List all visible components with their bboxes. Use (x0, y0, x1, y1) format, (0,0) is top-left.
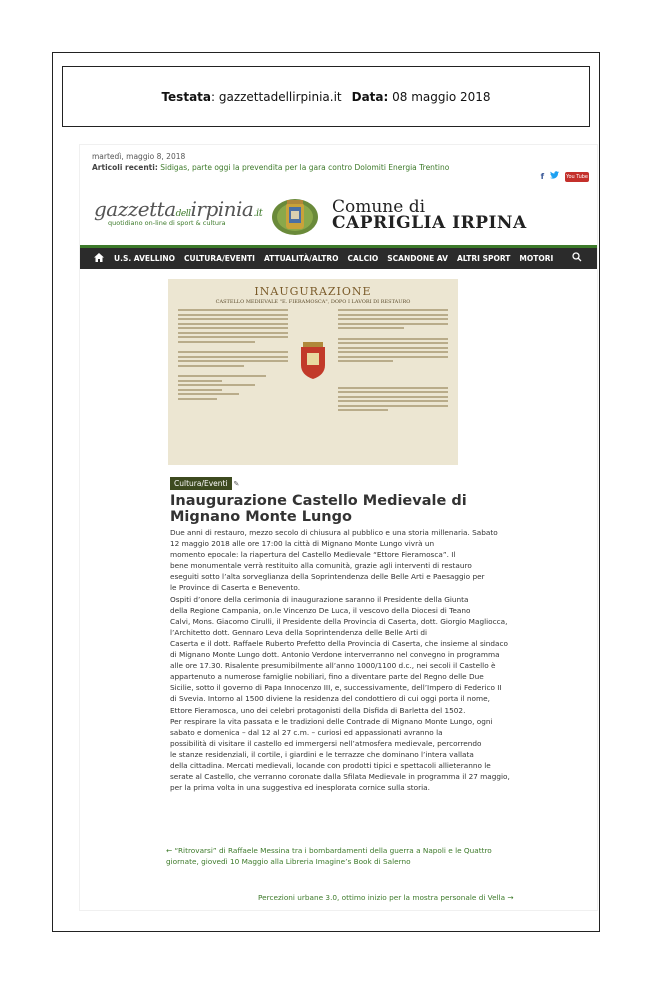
nav-item-us-avellino[interactable]: U.S. AVELLINO (114, 254, 176, 263)
body-line: Sicilie, sotto il governo di Papa Innocenzo III, e, successivamente, dell’Impero di Federico II (170, 683, 502, 693)
body-line: possibilità di visitare il castello ed immergersi nell’atmosfera medievale, percorrendo (170, 738, 482, 748)
header-box (62, 66, 590, 127)
body-line: l’Architetto dott. Gennaro Leva della Soprintendenza delle Belle Arti di (170, 627, 428, 637)
logo-word-4: .it (253, 208, 263, 219)
nav-item-motori[interactable]: MOTORI (519, 254, 554, 263)
article-clipping (80, 145, 597, 910)
body-line: Caserta e il dott. Raffaele Ruberto Prefetto della Provincia di Caserta, che insieme al sindaco (170, 638, 508, 648)
crest-icon (270, 195, 320, 237)
main-nav (80, 245, 597, 269)
site-logo[interactable] (94, 197, 264, 237)
logo-tagline: quotidiano on-line di sport & cultura (108, 219, 226, 227)
body-line: della cittadina. Mercati medievali, locande con prodotti tipici e spettacoli allieteranno le (170, 760, 491, 770)
twitter-icon[interactable] (550, 171, 559, 182)
banner-line-1: Comune di (332, 197, 426, 217)
sponsor-banner[interactable] (270, 193, 580, 239)
body-line: 12 maggio 2018 alle ore 17:00 la città di Mignano Monte Lungo vivrà un (170, 539, 435, 549)
body-line: Ettore Fieramosca, uno dei celebri protagonisti della Disfida di Barletta del 1502. (170, 705, 466, 715)
body-line: bene monumentale verrà restituito alla comunità, grazie agli interventi di restauro (170, 561, 472, 571)
logo-word-2: dell (175, 209, 191, 219)
body-line: le Province di Caserta e Benevento. (170, 583, 301, 593)
top-bar (92, 151, 449, 173)
data-label: Data: (351, 89, 389, 104)
body-line: appartenuto a numerose famiglie nobiliari, fino a diventare parte del Regno delle Due (170, 672, 484, 682)
nav-item-calcio[interactable]: CALCIO (347, 254, 379, 263)
hero-title: INAUGURAZIONE (254, 285, 372, 298)
body-line: Per respirare la vita passata e le tradizioni delle Contrade di Mignano Monte Lungo, ogni (170, 716, 493, 726)
nav-item-scandone-av[interactable]: SCANDONE AV (387, 254, 448, 263)
recent-label: Articoli recenti: (92, 163, 158, 172)
body-line: Ospiti d’onore della cerimonia di inaugurazione saranno il Presidente della Giunta (170, 594, 469, 604)
logo-word-3: irpinia (190, 197, 254, 221)
edit-icon[interactable]: ✎ (233, 480, 240, 488)
nav-item-altri-sport[interactable]: ALTRI SPORT (456, 254, 511, 263)
body-line: sabato e domenica – dal 12 al 27 c.m. – curiosi ed appassionati avranno la (170, 727, 443, 737)
article (170, 471, 515, 793)
body-line: per la prima volta in una suggestiva ed inesplorata cornice sulla storia. (170, 783, 430, 793)
hero-subtitle: CASTELLO MEDIEVALE "E. FIERAMOSCA", DOPO I LAVORI DI RESTAURO (215, 299, 411, 305)
body-line: eseguiti sotto l’alta sorveglianza della Soprintendenza delle Belle Arti e Paesaggio per (170, 572, 485, 582)
body-line: Due anni di restauro, mezzo secolo di chiusura al pubblico e una storia millenaria. Sabato (170, 528, 498, 537)
municipal-crest-icon (298, 341, 328, 381)
article-body (170, 527, 515, 793)
body-line: serate al Castello, che verranno coronate dalla Sfilata Medievale in programma il 27 maggio, (170, 772, 510, 782)
youtube-icon[interactable]: You Tube (566, 173, 588, 180)
category-badge[interactable]: Cultura/Eventi (170, 477, 232, 490)
hero-text-column-left (178, 309, 288, 449)
recent-article-link[interactable]: Sidigas, parte oggi la prevendita per la gara contro Dolomiti Energia Trentino (160, 163, 450, 172)
body-line: alle ore 17.30. Risalente presumibilmente all’anno 1000/1100 d.c., nei secoli il Castello è (170, 661, 496, 671)
body-line: Calvi, Mons. Giacomo Cirulli, il Presidente della Provincia di Caserta, dott. Giorgio Magliocca, (170, 616, 508, 626)
previous-article-link[interactable]: ← “Ritrovarsi” di Raffaele Messina tra i bombardamenti della guerra a Napoli e le Quattro giornate, giovedì 10 Maggio alla Libreria Imagine’s Book di Salerno (166, 846, 492, 866)
testata-value: : gazzettadellirpinia.it (211, 89, 342, 104)
social-links (541, 171, 589, 182)
article-hero-image (168, 279, 458, 465)
article-title: Inaugurazione Castello Medievale di Mignano Monte Lungo (170, 493, 467, 525)
facebook-icon[interactable]: f (540, 171, 545, 181)
data-value: 08 maggio 2018 (392, 89, 491, 104)
next-article-link[interactable]: Percezioni urbane 3.0, ottimo inizio per la mostra personale di Vella → (258, 893, 514, 902)
hero-text-column-right (338, 309, 448, 449)
body-line: di Mignano Monte Lungo dott. Antonio Verdone interverranno nel convegno in programma (170, 650, 500, 660)
logo-word-1: gazzetta (94, 197, 176, 221)
search-icon[interactable] (572, 252, 582, 265)
body-line: le stanze residenziali, il cortile, i giardini e le terrazze che dominano l’intera vallata (170, 749, 474, 759)
body-line: della Regione Campania, on.le Vincenzo De Luca, il vescovo della Diocesi di Teano (170, 605, 471, 615)
testata-label: Testata (161, 89, 211, 104)
nav-item-attualita-altro[interactable]: ATTUALITÀ/ALTRO (263, 254, 339, 263)
body-line: momento epocale: la riapertura del Castello Medievale “Ettore Fieramosca”. Il (170, 550, 456, 560)
body-line: di Svevia. Intorno al 1500 diviene la residenza del condottiero di cui oggi porta il nome, (170, 694, 490, 704)
current-date: martedì, maggio 8, 2018 (92, 152, 186, 161)
nav-item-cultura-eventi[interactable]: CULTURA/EVENTI (184, 254, 255, 263)
home-icon[interactable] (94, 253, 104, 265)
banner-line-2: CAPRIGLIA IRPINA (332, 213, 527, 233)
